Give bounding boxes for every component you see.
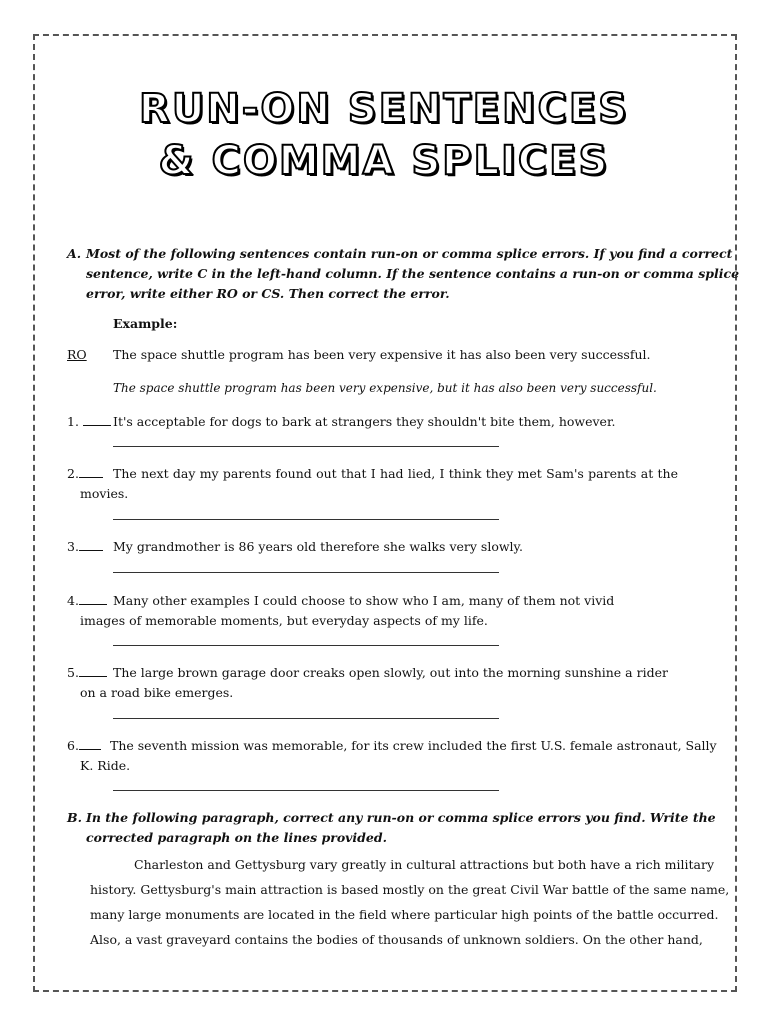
answer-blank[interactable] [79,538,103,551]
paragraph-line-1: Charleston and Gettysburg vary greatly in cultural attractions but both have a rich military [134,857,715,872]
example-sentence: The space shuttle program has been very expensive it has also been very successful. [113,347,651,362]
answer-blank[interactable] [83,413,111,426]
example-correction: The space shuttle program has been very expensive, but it has also been very successful. [113,381,657,395]
paragraph-line-4: Also, a vast graveyard contains the bodies of thousands of unknown soldiers. On the other hand, [90,932,703,947]
answer-line[interactable] [113,572,499,573]
answer-line[interactable] [113,790,499,791]
section-a-line-2: sentence, write C in the left-hand column. If the sentence contains a run-on or comma splice [86,266,740,281]
item-5-line-2: on a road bike emerges. [80,685,234,700]
item-4-number: 4. [67,591,107,611]
item-3-number: 3. [67,537,103,557]
worksheet-title-line-1: RUN-ON SENTENCES [139,86,629,132]
example-answer: RO [67,347,87,362]
paragraph-line-2: history. Gettysburg's main attraction is based mostly on the great Civil War battle of the same name, [90,882,730,897]
section-a-letter: A. [67,246,82,261]
answer-blank[interactable] [79,465,103,478]
answer-blank[interactable] [79,664,107,677]
example-label: Example: [113,316,178,331]
item-1-line-1: It's acceptable for dogs to bark at strangers they shouldn't bite them, however. [113,414,616,429]
item-6-line-2: K. Ride. [80,758,131,773]
worksheet-title-line-2: & COMMA SPLICES [158,138,610,184]
item-4-line-2: images of memorable moments, but everyday aspects of my life. [80,613,488,628]
item-3-line-1: My grandmother is 86 years old therefore she walks very slowly. [113,539,523,554]
answer-line[interactable] [113,645,499,646]
section-a-line-3: error, write either RO or CS. Then correct the error. [86,286,450,301]
section-b-line-1: In the following paragraph, correct any run-on or comma splice errors you find. Write the [86,810,716,825]
section-a-line-1: Most of the following sentences contain run-on or comma splice errors. If you find a correct [86,246,733,261]
item-6-line-1: The seventh mission was memorable, for its crew included the first U.S. female astronaut, Sally [110,738,717,753]
item-5-line-1: The large brown garage door creaks open slowly, out into the morning sunshine a rider [113,665,668,680]
item-6-number: 6. [67,736,101,756]
item-2-line-2: movies. [80,486,129,501]
answer-line[interactable] [113,446,499,447]
item-1-number: 1. [67,412,111,432]
paragraph-line-3: many large monuments are located in the field where particular high points of the battle occurred. [90,907,719,922]
section-b-letter: B. [67,810,82,825]
item-2-number: 2. [67,464,103,484]
item-5-number: 5. [67,663,107,683]
item-2-line-1: The next day my parents found out that I had lied, I think they met Sam's parents at the [113,466,678,481]
answer-line[interactable] [113,718,499,719]
answer-blank[interactable] [79,592,107,605]
section-b-line-2: corrected paragraph on the lines provided. [86,830,387,845]
item-4-line-1: Many other examples I could choose to show who I am, many of them not vivid [113,593,615,608]
answer-line[interactable] [113,519,499,520]
answer-blank[interactable] [79,737,101,750]
